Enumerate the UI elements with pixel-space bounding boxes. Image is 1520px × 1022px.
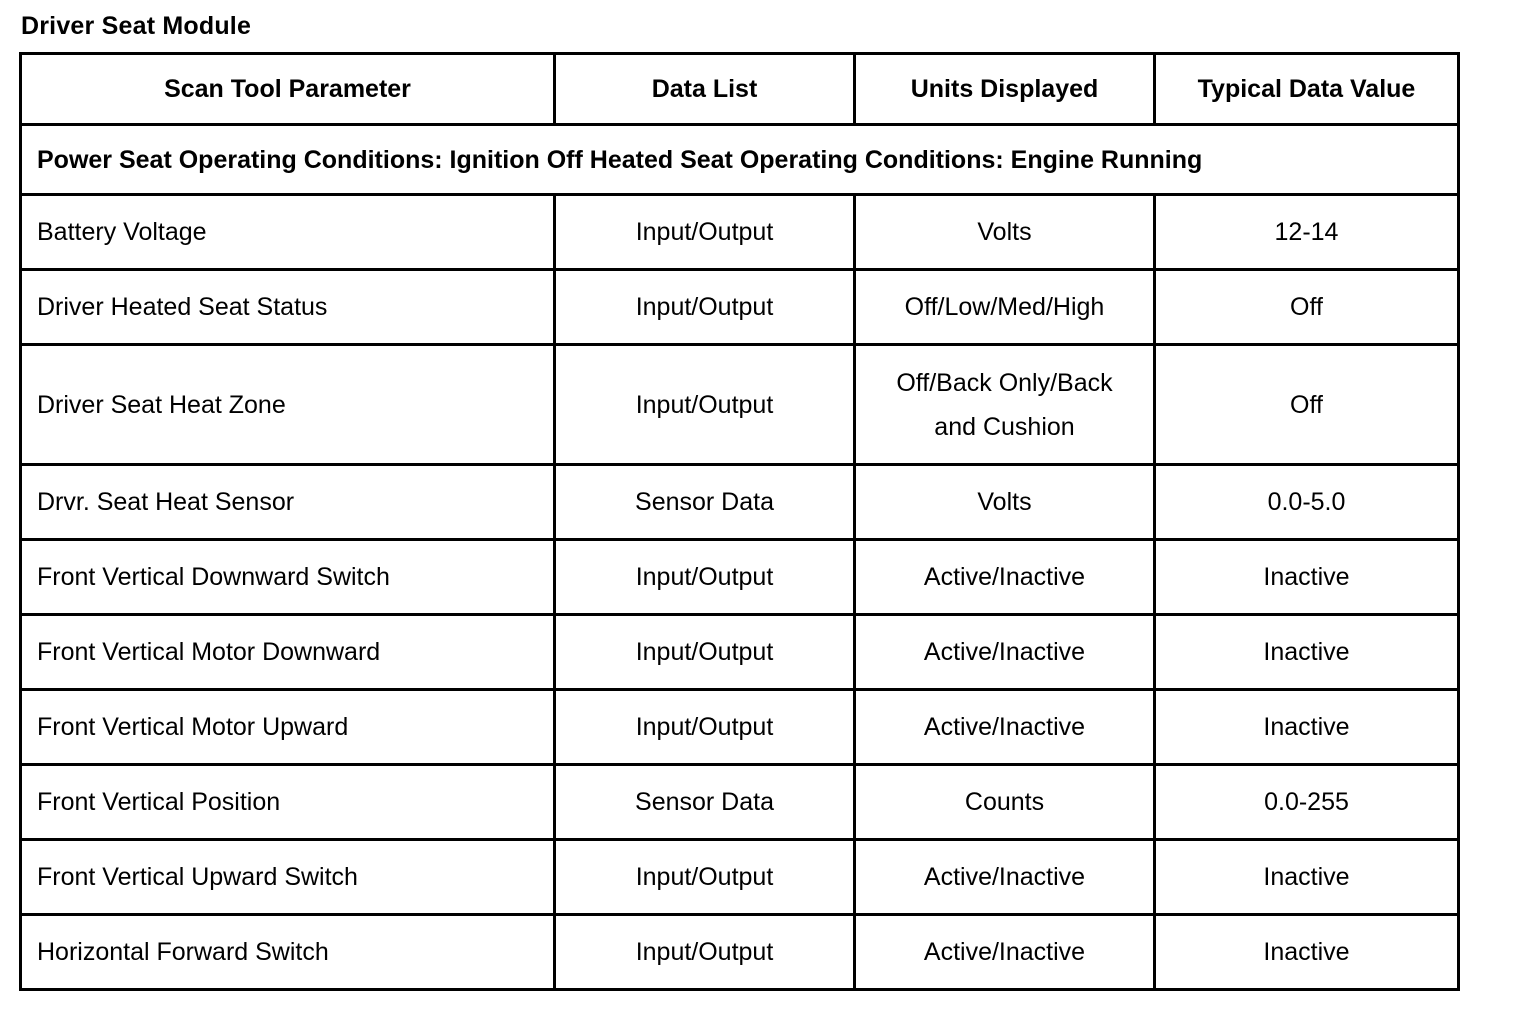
table-row xyxy=(21,195,1459,270)
header-typical-data-value: Typical Data Value xyxy=(1155,54,1459,125)
cell-parameter: Front Vertical Motor Upward xyxy=(21,690,555,765)
cell-units: Active/Inactive xyxy=(855,540,1155,615)
cell-parameter: Driver Seat Heat Zone xyxy=(21,345,555,465)
cell-data-list: Input/Output xyxy=(555,915,855,990)
cell-parameter: Front Vertical Position xyxy=(21,765,555,840)
header-data-list: Data List xyxy=(555,54,855,125)
cell-data-list: Sensor Data xyxy=(555,465,855,540)
cell-data-list: Input/Output xyxy=(555,345,855,465)
scan-tool-data-table xyxy=(19,52,1460,991)
table-row xyxy=(21,540,1459,615)
table-row xyxy=(21,615,1459,690)
page-title: Driver Seat Module xyxy=(21,12,252,40)
cell-units: Off/Back Only/Back and Cushion xyxy=(855,345,1155,465)
cell-units: Volts xyxy=(855,195,1155,270)
cell-parameter: Horizontal Forward Switch xyxy=(21,915,555,990)
table-row xyxy=(21,270,1459,345)
cell-parameter: Drvr. Seat Heat Sensor xyxy=(21,465,555,540)
cell-typical-value: Inactive xyxy=(1155,840,1459,915)
table-header-row xyxy=(21,54,1459,125)
cell-data-list: Input/Output xyxy=(555,690,855,765)
table-row xyxy=(21,840,1459,915)
cell-typical-value: Inactive xyxy=(1155,615,1459,690)
operating-conditions-row xyxy=(21,125,1459,195)
cell-data-list: Sensor Data xyxy=(555,765,855,840)
cell-units: Active/Inactive xyxy=(855,915,1155,990)
cell-typical-value: Inactive xyxy=(1155,540,1459,615)
cell-typical-value: 0.0-5.0 xyxy=(1155,465,1459,540)
cell-parameter: Front Vertical Downward Switch xyxy=(21,540,555,615)
cell-parameter: Front Vertical Upward Switch xyxy=(21,840,555,915)
cell-units: Counts xyxy=(855,765,1155,840)
table-row xyxy=(21,915,1459,990)
cell-units: Active/Inactive xyxy=(855,690,1155,765)
table-row xyxy=(21,465,1459,540)
cell-data-list: Input/Output xyxy=(555,195,855,270)
cell-typical-value: Inactive xyxy=(1155,915,1459,990)
cell-typical-value: Off xyxy=(1155,345,1459,465)
header-units-displayed: Units Displayed xyxy=(855,54,1155,125)
cell-data-list: Input/Output xyxy=(555,615,855,690)
cell-units: Off/Low/Med/High xyxy=(855,270,1155,345)
cell-data-list: Input/Output xyxy=(555,270,855,345)
cell-parameter: Battery Voltage xyxy=(21,195,555,270)
operating-conditions: Power Seat Operating Conditions: Ignition Off Heated Seat Operating Conditions: Engine Running xyxy=(21,125,1459,195)
table-row xyxy=(21,765,1459,840)
cell-typical-value: Inactive xyxy=(1155,690,1459,765)
header-scan-tool-parameter: Scan Tool Parameter xyxy=(21,54,555,125)
cell-typical-value: 12-14 xyxy=(1155,195,1459,270)
cell-units: Volts xyxy=(855,465,1155,540)
cell-typical-value: 0.0-255 xyxy=(1155,765,1459,840)
cell-data-list: Input/Output xyxy=(555,540,855,615)
table-row xyxy=(21,345,1459,465)
cell-data-list: Input/Output xyxy=(555,840,855,915)
table-row xyxy=(21,690,1459,765)
cell-parameter: Front Vertical Motor Downward xyxy=(21,615,555,690)
cell-units: Active/Inactive xyxy=(855,840,1155,915)
cell-units: Active/Inactive xyxy=(855,615,1155,690)
cell-parameter: Driver Heated Seat Status xyxy=(21,270,555,345)
cell-typical-value: Off xyxy=(1155,270,1459,345)
